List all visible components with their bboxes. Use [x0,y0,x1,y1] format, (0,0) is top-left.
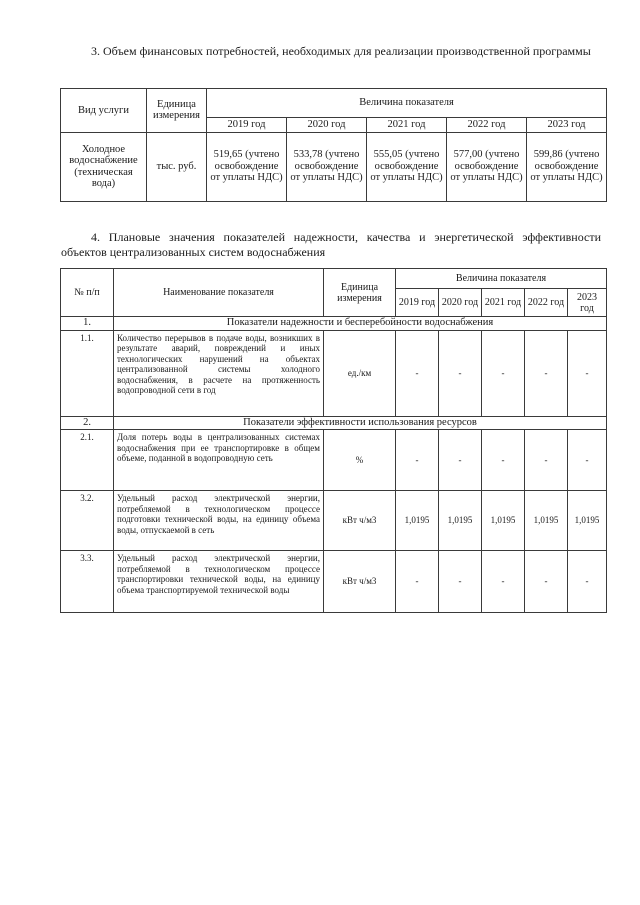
value-cell: - [439,551,482,613]
value-cell: - [439,330,482,416]
header-year: 2021 год [482,289,525,317]
header-value: Величина показателя [396,269,607,289]
row-num: 3.3. [61,551,114,613]
header-unit: Единица измерения [324,269,396,317]
header-year: 2019 год [207,118,287,133]
value-cell: 1,0195 [439,491,482,551]
value-cell: - [396,430,439,491]
value-cell: - [525,430,568,491]
unit-cell: ед./км [324,330,396,416]
header-value: Величина показателя [207,89,607,118]
section-num: 2. [61,416,114,430]
table-row [61,491,607,551]
service-name: Холодное водоснабжение (техническая вода) [61,132,147,201]
header-year: 2020 год [439,289,482,317]
value-cell: - [525,330,568,416]
section-3-heading [61,44,601,59]
section-title: Показатели надежности и бесперебойности водоснабжения [114,317,607,331]
section-row [61,317,607,331]
financial-needs-table [60,88,607,202]
value-cell: - [568,551,607,613]
indicator-name: Доля потерь воды в централизованных системах водоснабжения при ее транспортировке в общем объеме, поданной в водопроводную сеть [114,430,324,491]
table-row [61,132,607,201]
header-num: № п/п [61,269,114,317]
value-cell: - [482,330,525,416]
value-cell: 1,0195 [482,491,525,551]
indicator-name: Удельный расход электрической энергии, потребляемой в технологическом процессе транспортировки технической воды, на единицу объема транспортируемой технической воды [114,551,324,613]
value-cell: - [396,551,439,613]
section-3-heading-text: 3. Объем финансовых потребностей, необходимых для реализации производственной программы [91,44,591,58]
value-cell: 1,0195 [396,491,439,551]
row-num: 2.1. [61,430,114,491]
value-cell: - [482,551,525,613]
section-num: 1. [61,317,114,331]
row-num: 1.1. [61,330,114,416]
header-year: 2021 год [367,118,447,133]
header-year: 2023 год [568,289,607,317]
header-year: 2023 год [527,118,607,133]
value-cell: 1,0195 [568,491,607,551]
value-cell: - [525,551,568,613]
table-row [61,430,607,491]
value-cell: 1,0195 [525,491,568,551]
value-cell: - [568,430,607,491]
unit-cell: тыс. руб. [147,132,207,201]
section-4-heading [61,230,601,260]
header-service: Вид услуги [61,89,147,133]
value-cell: 519,65 (учтено освобождение от уплаты НДС) [207,132,287,201]
value-cell: 599,86 (учтено освобождение от уплаты НДС) [527,132,607,201]
header-year: 2022 год [447,118,527,133]
indicator-name: Количество перерывов в подаче воды, возникших в результате аварий, повреждений и иных технологических нарушений на объектах централизованной системы холодного водоснабжения, в расчете на протяженность водопроводной сети в год [114,330,324,416]
table-row [61,551,607,613]
value-cell: 555,05 (учтено освобождение от уплаты НДС) [367,132,447,201]
header-year: 2022 год [525,289,568,317]
header-year: 2020 год [287,118,367,133]
header-year: 2019 год [396,289,439,317]
row-num: 3.2. [61,491,114,551]
unit-cell: кВт ч/м3 [324,551,396,613]
section-row [61,416,607,430]
value-cell: - [482,430,525,491]
section-4-heading-text: 4. Плановые значения показателей надежности, качества и энергетической эффективности объектов централизованных систем водоснабжения [61,230,601,259]
header-name: Наименование показателя [114,269,324,317]
value-cell: - [396,330,439,416]
section-title: Показатели эффективности использования ресурсов [114,416,607,430]
unit-cell: % [324,430,396,491]
value-cell: - [568,330,607,416]
value-cell: 533,78 (учтено освобождение от уплаты НДС) [287,132,367,201]
value-cell: - [439,430,482,491]
unit-cell: кВт ч/м3 [324,491,396,551]
value-cell: 577,00 (учтено освобождение от уплаты НДС) [447,132,527,201]
indicator-name: Удельный расход электрической энергии, потребляемой в технологическом процессе подготовки технической воды, на единицу объема воды, отпускаемой в сеть [114,491,324,551]
indicators-table [60,268,607,613]
header-unit: Единица измерения [147,89,207,133]
table-row [61,330,607,416]
